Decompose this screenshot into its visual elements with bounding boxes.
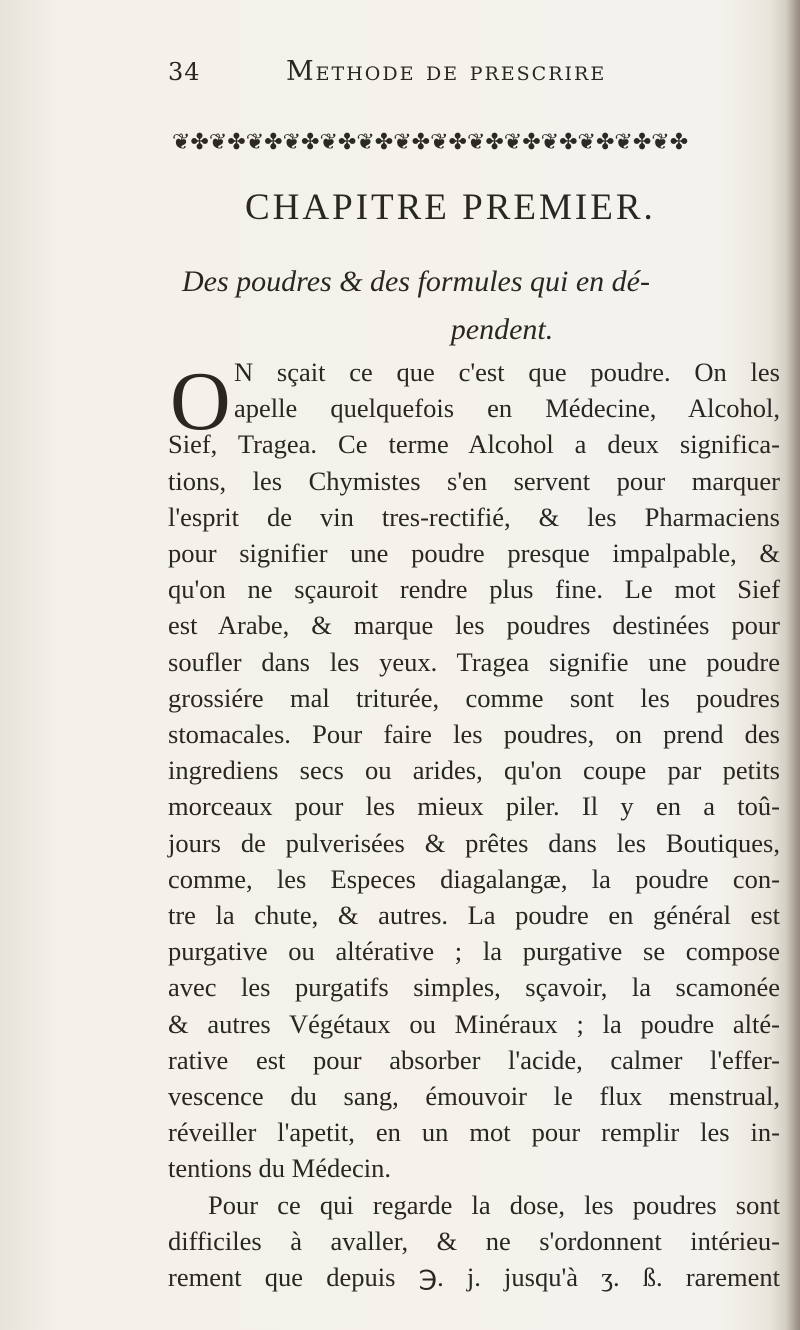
text-line: soufler dans les yeux. Tragea signifie une poudre	[168, 646, 780, 677]
text-line: jours de pulverisées & prêtes dans les Boutiques,	[168, 827, 780, 858]
text-line: vescence du sang, émouvoir le flux menstrual,	[168, 1081, 780, 1112]
text-line: avec les purgatifs simples, sçavoir, la scamonée	[168, 972, 780, 1003]
text-line: tre la chute, & autres. La poudre en général est	[168, 900, 780, 931]
text-line: difficiles à avaller, & ne s'ordonnent intérieu-	[168, 1225, 780, 1256]
text-line: purgative ou altérative ; la purgative se compose	[168, 936, 780, 967]
text-line: qu'on ne sçauroit rendre plus fine. Le mot Sief	[168, 574, 780, 605]
chapter-title: CHAPITRE PREMIER.	[245, 187, 656, 228]
page-header	[168, 56, 688, 92]
subtitle-line-2: pendent.	[450, 313, 554, 346]
running-title: Methode de prescrire	[286, 56, 607, 87]
page-number: 34	[168, 58, 201, 86]
text-line: & autres Végétaux ou Minéraux ; la poudre alté-	[168, 1008, 780, 1039]
body-text	[168, 354, 780, 1295]
text-line: pour signifier une poudre presque impalpable, &	[168, 538, 780, 569]
text-line: rative est pour absorber l'acide, calmer l'effer-	[168, 1044, 780, 1075]
text-line: ingrediens secs ou arides, qu'on coupe par petits	[168, 755, 780, 786]
text-line: rement que depuis ℈. j. jusqu'à ʒ. ß. rarement	[168, 1262, 780, 1293]
subtitle-line-1: Des poudres & des formules qui en dé-	[182, 265, 650, 298]
drop-cap: O	[170, 355, 231, 448]
text-line: Sief, Tragea. Ce terme Alcohol a deux significa-	[168, 429, 780, 460]
text-line: morceaux pour les mieux piler. Il y en a toû-	[168, 791, 780, 822]
text-line: stomacales. Pour faire les poudres, on prend des	[168, 719, 780, 750]
text-line: est Arabe, & marque les poudres destinées pour	[168, 610, 780, 641]
chapter-subtitle	[182, 258, 782, 354]
text-line: tions, les Chymistes s'en servent pour marquer	[168, 465, 780, 496]
text-line: apelle quelquefois en Médecine, Alcohol,	[234, 393, 780, 424]
text-line: grossiére mal triturée, comme sont les poudres	[168, 682, 780, 713]
text-line: Pour ce qui regarde la dose, les poudres sont	[208, 1189, 780, 1220]
page-edge-shadow	[786, 0, 800, 1330]
ornamental-band: ❦✤❦✤❦✤❦✤❦✤❦✤❦✤❦✤❦✤❦✤❦✤❦✤❦✤❦✤	[172, 130, 689, 152]
text-line: réveiller l'apetit, en un mot pour remplir les in-	[168, 1117, 780, 1148]
text-line: N sçait ce que c'est que poudre. On les	[234, 357, 780, 387]
text-line: l'esprit de vin tres-rectifié, & les Pharmaciens	[168, 501, 780, 532]
text-line: comme, les Especes diagalangæ, la poudre con-	[168, 863, 780, 894]
text-line: tentions du Médecin.	[168, 1153, 391, 1184]
